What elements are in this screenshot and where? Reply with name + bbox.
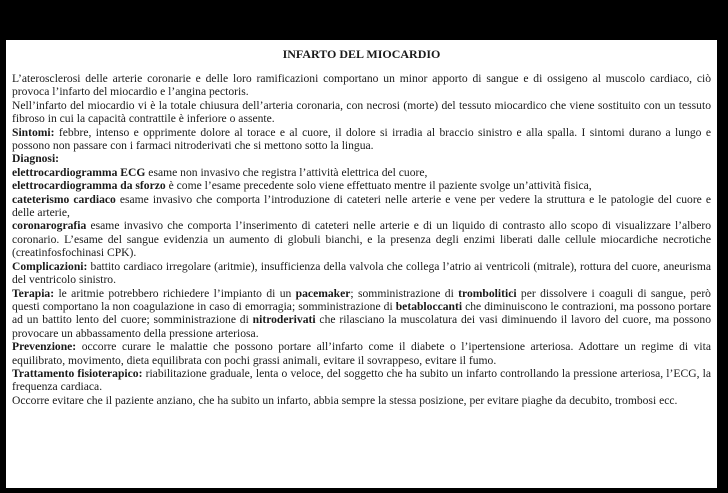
sforzo-label: elettrocardiogramma da sforzo (12, 179, 166, 193)
cateterismo-text: esame invasivo che comporta l’introduzione di cateteri nelle arterie e vene per vedere la struttura e le patologie del cuore e delle arterie, (12, 192, 712, 220)
terapia-paragraph (12, 287, 711, 341)
complicazioni-label: Complicazioni: (12, 259, 88, 273)
terapia-text-5: che rilasciano la muscolatura dei vasi diminuendo il lavoro del cuore, ma possono provocare un abbassamento della pressione arteriosa. (12, 313, 711, 340)
document-textbox (6, 40, 717, 488)
complicazioni-paragraph (12, 260, 711, 287)
sintomi-text: febbre, intenso e opprimente dolore al torace e al cuore, il dolore si irradia al braccio sinistro e alla spalla. I sintomi durano a lungo e possono non passare con i farmaci nitroderivati che si mettono sotto la lingua. (12, 125, 711, 153)
ecg-label: elettrocardiogramma ECG (12, 165, 146, 179)
diagnosi-sforzo (12, 179, 711, 192)
diagnosi-label: Diagnosi: (12, 152, 60, 166)
document-body (12, 72, 711, 407)
terapia-label: Terapia: (12, 286, 55, 300)
diagnosi-coronarografia (12, 219, 711, 259)
closing-paragraph: Occorre evitare che il paziente anziano, che ha subito un infarto, abbia sempre la stessa posizione, per evitare piaghe da decubito, trombosi ecc. (12, 393, 678, 407)
prevenzione-paragraph (12, 340, 711, 367)
diagnosi-ecg (12, 166, 711, 179)
intro-paragraph-2: Nell’infarto del miocardio vi è la totale chiusura dell’arteria coronaria, con necrosi (morte) del tessuto miocardico che viene sostituito con un tessuto fibroso in cui la capacità contrattile è inferiore o assente. (12, 98, 711, 126)
prevenzione-text: occorre curare le malattie che possono portare all’infarto come il diabete o l’ipertensione arteriosa. Adottare un regime di vita equilibrato, movimento, dieta equilibrata con pochi grassi animali, evitare il sovrappeso, evitare il fumo. (12, 340, 711, 367)
terapia-betabloccanti: betabloccanti (395, 299, 463, 313)
intro-paragraph: L’aterosclerosi delle arterie coronarie e delle loro ramificazioni comportano un minor apporto di sangue e di ossigeno al muscolo cardiaco, ciò provoca l’infarto del miocardio e l’angina pectoris. (12, 72, 711, 99)
trattamento-text: riabilitazione graduale, lenta o veloce, del soggetto che ha subito un infarto controllando la pressione arteriosa, l’ECG, la frequenza cardiaca. (12, 366, 711, 394)
prevenzione-label: Prevenzione: (12, 340, 77, 354)
terapia-pacemaker: pacemaker (295, 286, 351, 300)
cateterismo-label: cateterismo cardiaco (12, 192, 116, 206)
coronarografia-label: coronarografia (12, 219, 87, 233)
trattamento-paragraph (12, 367, 711, 394)
terapia-trombolitici: trombolitici (458, 286, 517, 300)
sintomi-paragraph (12, 126, 711, 153)
complicazioni-text: battito cardiaco irregolare (aritmie), insufficienza della valvola che collega l’atrio ai ventricoli (mitrale), rottura del cuore, aneurisma del ventricolo sinistro. (12, 259, 711, 287)
document-title: INFARTO DEL MIOCARDIO (282, 47, 441, 61)
ecg-text: esame non invasivo che registra l’attività elettrica del cuore, (145, 165, 428, 179)
sforzo-text: è come l’esame precedente solo viene effettuato mentre il paziente svolge un’attività fisica, (165, 179, 592, 193)
terapia-text-1: le aritmie potrebbero richiedere l’impianto di un (54, 286, 296, 300)
trattamento-label: Trattamento fisioterapico: (12, 366, 143, 380)
terapia-nitroderivati: nitroderivati (252, 313, 316, 327)
terapia-text-2: ; somministrazione di (350, 286, 459, 300)
diagnosi-cateterismo (12, 193, 711, 220)
terapia-text-4: che diminuiscono le contrazioni, ma possono portare ad un battito lento del cuore; somministrazione di (12, 299, 711, 327)
sintomi-label: Sintomi: (12, 125, 55, 139)
terapia-text-3: per dissolvere i coaguli di sangue, però questi comportano la non coagulazione in caso di emorragia; somministrazione di (12, 286, 711, 313)
coronarografia-text: esame invasivo che comporta l’inserimento di cateteri nelle arterie e di un liquido di contrasto allo scopo di visualizzare l’albero coronario. L’esame del sangue evidenzia un aumento di globuli bianchi, e la presenza degli enzimi liberati dalle cellule miocardiche necrotiche (creatinfosfochinasi CPK). (12, 219, 711, 260)
diagnosi-heading (12, 152, 711, 165)
